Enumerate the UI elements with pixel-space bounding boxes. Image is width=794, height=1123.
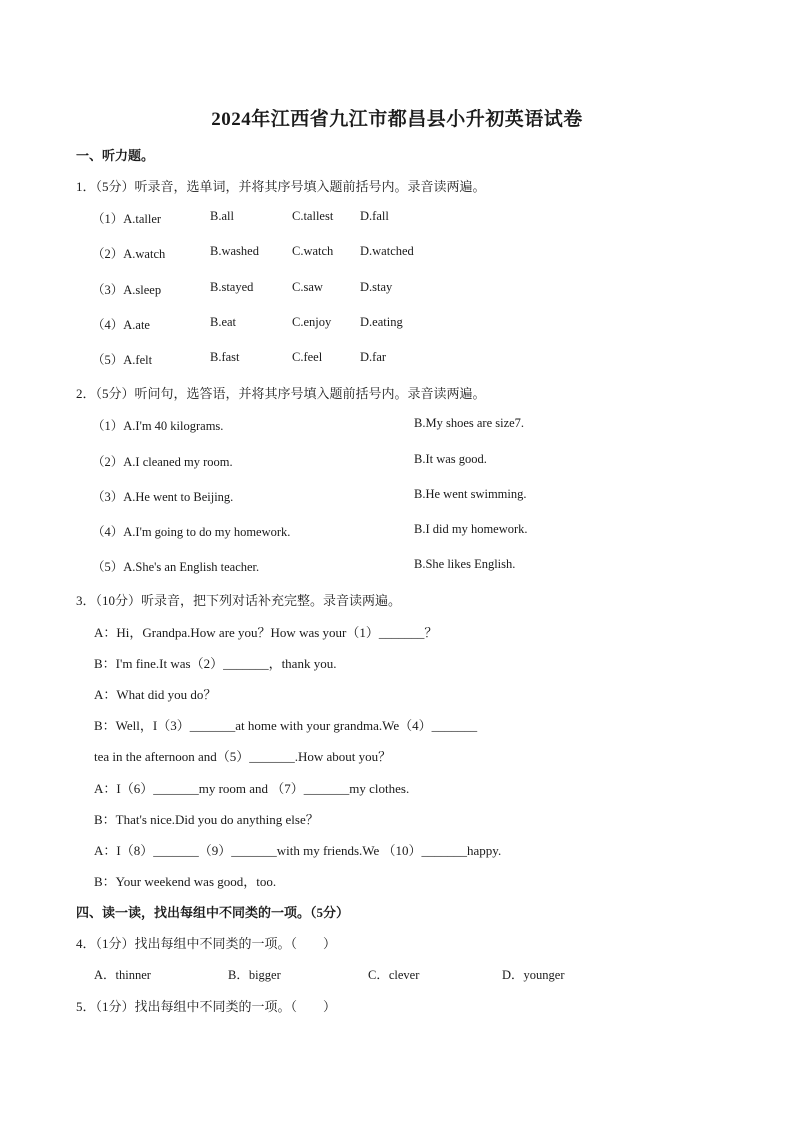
section-heading-listening: 一、听力题。 — [76, 148, 155, 163]
q1-row1-option-c: C.tallest — [292, 209, 334, 223]
q1-row3-option-c: C.saw — [292, 280, 323, 294]
q2-row3-option-a: （3）A.He went to Beijing. — [92, 490, 234, 504]
dialogue-line: tea in the afternoon and（5）_______.How about you？ — [94, 749, 392, 764]
q1-row1-option-b: B.all — [210, 209, 234, 223]
q1-row2-option-d: D.watched — [360, 244, 414, 258]
question-5-stem: 5．（1分）找出每组中不同类的一项。（ ） — [76, 999, 337, 1014]
question-3-stem: 3．（10分）听录音，把下列对话补充完整。录音读两遍。 — [76, 593, 402, 608]
q1-row5-option-b: B.fast — [210, 350, 240, 364]
dialogue-line: A：Hi，Grandpa.How are you？How was your（1）_______？ — [94, 625, 438, 640]
question-1-stem: 1．（5分）听录音，选单词，并将其序号填入题前括号内。录音读两遍。 — [76, 179, 486, 194]
q1-row5-option-c: C.feel — [292, 350, 323, 364]
q1-row1-option-d: D.fall — [360, 209, 389, 223]
q1-row2-option-c: C.watch — [292, 244, 334, 258]
dialogue-line: A：What did you do？ — [94, 687, 217, 702]
q2-row4-option-a: （4）A.I'm going to do my homework. — [92, 525, 291, 539]
question-2-stem: 2．（5分）听问句，选答语，并将其序号填入题前括号内。录音读两遍。 — [76, 386, 486, 401]
dialogue-line: B：That's nice.Did you do anything else？ — [94, 812, 319, 827]
q4-option-b: B．bigger — [228, 968, 281, 982]
q2-row4-option-b: B.I did my homework. — [414, 522, 528, 536]
q2-row1-option-b: B.My shoes are size7. — [414, 416, 525, 430]
q4-option-d: D．younger — [502, 968, 565, 982]
q1-row5-option-d: D.far — [360, 350, 387, 364]
q4-option-a: A．thinner — [94, 968, 151, 982]
dialogue-line: B：Your weekend was good，too. — [94, 874, 277, 889]
q1-row2-option-a: （2）A.watch — [92, 247, 166, 261]
q2-row1-option-a: （1）A.I'm 40 kilograms. — [92, 419, 224, 433]
q1-row2-option-b: B.washed — [210, 244, 259, 258]
dialogue-line: A：I（6）_______my room and （7）_______my clothes. — [94, 781, 410, 796]
q1-row3-option-d: D.stay — [360, 280, 393, 294]
q1-row3-option-a: （3）A.sleep — [92, 283, 162, 297]
section-heading-reading: 四、读一读，找出每组中不同类的一项。（5分） — [76, 905, 350, 920]
q1-row4-option-a: （4）A.ate — [92, 318, 150, 332]
q2-row3-option-b: B.He went swimming. — [414, 487, 527, 501]
q1-row4-option-c: C.enjoy — [292, 315, 332, 329]
q1-row1-option-a: （1）A.taller — [92, 212, 162, 226]
q1-row3-option-b: B.stayed — [210, 280, 254, 294]
dialogue-line: A：I（8）_______（9）_______with my friends.We （10）_______happy. — [94, 843, 502, 858]
q1-row4-option-b: B.eat — [210, 315, 237, 329]
q2-row5-option-a: （5）A.She's an English teacher. — [92, 560, 260, 574]
q2-row5-option-b: B.She likes English. — [414, 557, 516, 571]
dialogue-line: B：Well，I（3）_______at home with your grandma.We（4）_______ — [94, 718, 478, 733]
q1-row5-option-a: （5）A.felt — [92, 353, 153, 367]
q2-row2-option-a: （2）A.I cleaned my room. — [92, 455, 233, 469]
dialogue-line: B：I'm fine.It was（2）_______，thank you. — [94, 656, 337, 671]
q4-option-c: C．clever — [368, 968, 420, 982]
q2-row2-option-b: B.It was good. — [414, 452, 487, 466]
page-title: 2024年江西省九江市都昌县小升初英语试卷 — [211, 109, 583, 130]
question-4-stem: 4．（1分）找出每组中不同类的一项。（ ） — [76, 936, 337, 951]
q1-row4-option-d: D.eating — [360, 315, 403, 329]
